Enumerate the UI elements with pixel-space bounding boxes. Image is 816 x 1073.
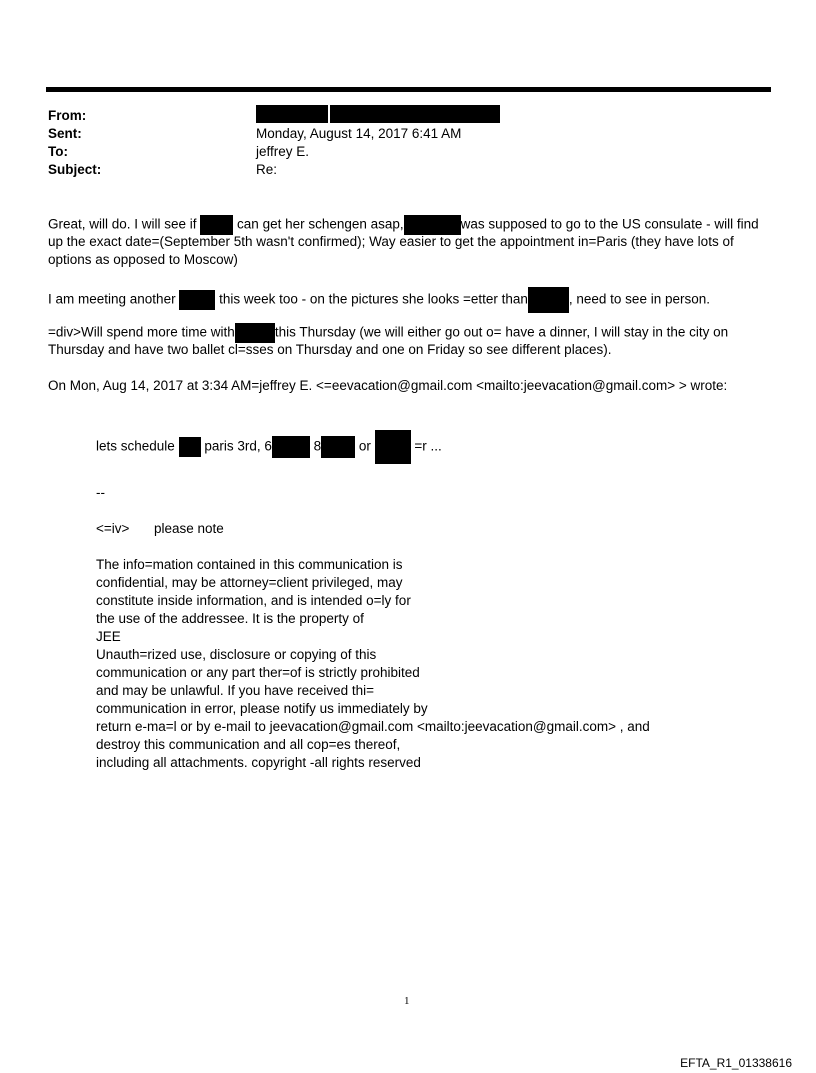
disclaimer-line: communication or any part ther=of is strictly prohibited (96, 665, 420, 680)
redaction (179, 437, 201, 457)
redaction (404, 215, 461, 235)
header-rule (46, 87, 771, 92)
from-value-redacted (256, 105, 500, 123)
body-paragraph-1-line-2: up the exact date=(September 5th wasn't confirmed); Way easier to get the appointment in=Paris (they have lots of (48, 234, 734, 249)
body-paragraph-2: I am meeting another this week too - on the pictures she looks =etter than , need to see in person. (48, 287, 768, 313)
div-tag: <=iv> (96, 521, 130, 536)
disclaimer-line: constitute inside information, and is intended o=ly for (96, 593, 411, 608)
to-label: To: (48, 144, 68, 159)
body-paragraph-3-line-2: Thursday and have two ballet cl=sses on Thursday and one on Friday so see different places). (48, 342, 612, 357)
disclaimer-line: destroy this communication and all cop=es thereof, (96, 737, 401, 752)
disclaimer-line: and may be unlawful. If you have received thi= (96, 683, 375, 698)
sent-label: Sent: (48, 126, 82, 141)
from-label: From: (48, 108, 87, 123)
body-paragraph-1-line-3: options as opposed to Moscow) (48, 252, 238, 267)
disclaimer-line: communication in error, please notify us immediately by (96, 701, 428, 716)
disclaimer-line: including all attachments. copyright -all rights reserved (96, 755, 421, 770)
body-paragraph-3: =div>Will spend more time with this Thursday (we will either go out o= have a dinner, I will stay in the city on (48, 323, 768, 343)
to-value: jeffrey E. (256, 144, 310, 159)
subject-label: Subject: (48, 162, 102, 177)
disclaimer-line: return e-ma=l or by e-mail to jeevacation@gmail.com <mailto:jeevacation@gmail.com> , and (96, 719, 650, 734)
disclaimer-line: JEE (96, 629, 121, 644)
redaction (200, 215, 233, 235)
please-note: please note (154, 521, 224, 536)
disclaimer-line: confidential, may be attorney=client privileged, may (96, 575, 403, 590)
redaction (375, 430, 411, 464)
page-number: 1 (404, 995, 410, 1007)
redaction (235, 323, 275, 343)
redaction (321, 436, 355, 458)
disclaimer-line: Unauth=rized use, disclosure or copying of this (96, 647, 377, 662)
signature-separator: -- (96, 485, 105, 500)
disclaimer-line: the use of the addressee. It is the property of (96, 611, 364, 626)
redaction (272, 436, 310, 458)
sent-value: Monday, August 14, 2017 6:41 AM (256, 126, 462, 141)
redaction (179, 290, 215, 310)
subject-value: Re: (256, 162, 278, 177)
disclaimer-line: The info=mation contained in this communication is (96, 557, 403, 572)
body-paragraph-1: Great, will do. I will see if can get her schengen asap, was supposed to go to the US consulate - will find (48, 215, 768, 235)
redaction (528, 287, 569, 313)
quoted-line-1: lets schedule paris 3rd, 6 8 or =r ... (96, 430, 442, 464)
bates-number: EFTA_R1_01338616 (680, 1056, 792, 1070)
quote-attribution: On Mon, Aug 14, 2017 at 3:34 AM=jeffrey E. <=eevacation@gmail.com <mailto:jeevacation@gmail.com> > wrote: (48, 378, 728, 393)
